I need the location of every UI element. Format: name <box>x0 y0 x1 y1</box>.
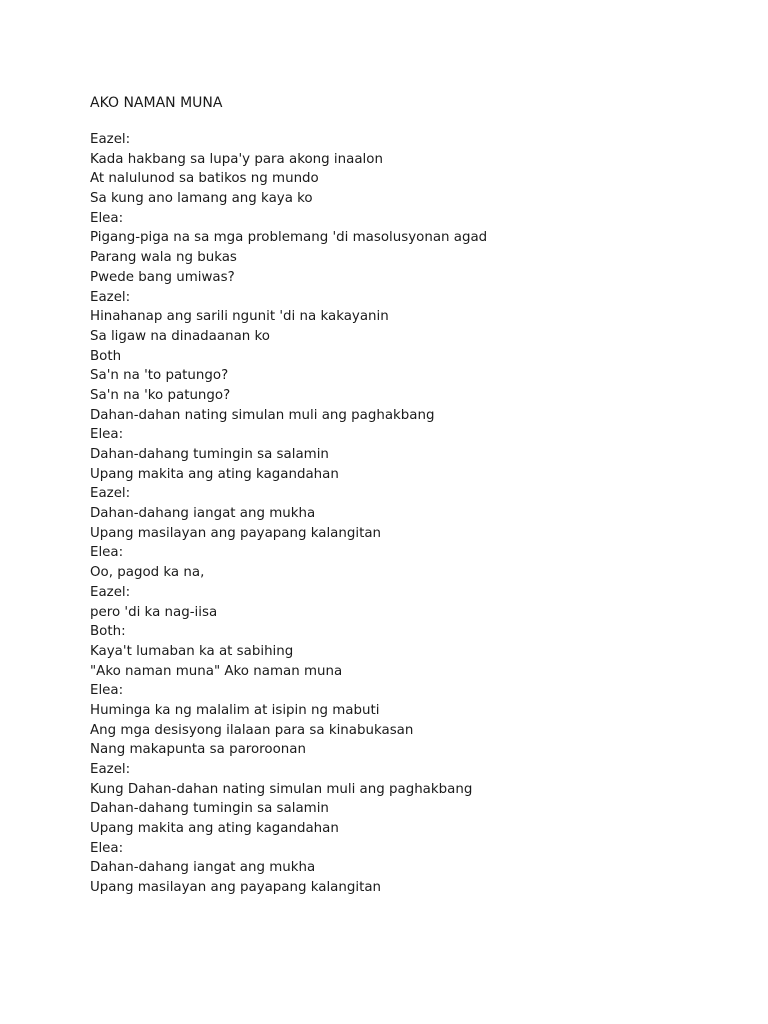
lyric-line: Eazel: <box>90 132 131 147</box>
lyric-line: Both <box>90 348 122 364</box>
lyric-line: Upang masilayan ang payapang kalangitan <box>90 525 382 541</box>
document-title: AKO NAMAN MUNA <box>90 95 223 111</box>
lyric-line: Dahan-dahang tumingin sa salamin <box>90 801 329 817</box>
lyric-line: Dahan-dahang iangat ang mukha <box>90 860 316 876</box>
lyric-line: Elea: <box>90 840 124 856</box>
lyric-line: Kada hakbang sa lupa'y para akong inaalon <box>90 151 383 167</box>
lyric-line: Sa ligaw na dinadaanan ko <box>90 328 270 344</box>
lyric-line: Upang makita ang ating kagandahan <box>90 821 339 837</box>
lyric-line: Sa kung ano lamang ang kaya ko <box>90 191 313 207</box>
lyric-line: Eazel: <box>90 584 131 600</box>
lyric-line: Ang mga desisyong ilalaan para sa kinabukasan <box>90 722 414 738</box>
lyric-line: pero 'di ka nag-iisa <box>90 604 218 620</box>
lyric-line: Eazel: <box>90 762 131 777</box>
lyric-line: Upang masilayan ang payapang kalangitan <box>90 880 382 896</box>
lyric-line: Eazel: <box>90 486 131 502</box>
lyric-line: "Ako naman muna" Ako naman muna <box>90 663 343 679</box>
lyric-line: At nalulunod sa batikos ng mundo <box>90 171 319 187</box>
lyric-line: Elea: <box>90 427 124 443</box>
lyric-line: Elea: <box>90 210 124 226</box>
lyric-line: Nang makapunta sa paroroonan <box>90 742 306 758</box>
lyric-line: Dahan-dahan nating simulan muli ang paghakbang <box>90 407 435 423</box>
lyric-line: Pwede bang umiwas? <box>90 269 235 285</box>
lyric-line: Dahan-dahang tumingin sa salamin <box>90 447 329 462</box>
lyrics-body <box>90 130 487 898</box>
lyric-line: Eazel: <box>90 289 131 305</box>
lyric-line: Kaya't lumaban ka at sabihing <box>90 643 294 659</box>
lyric-line: Huminga ka ng malalim at isipin ng mabuti <box>90 702 380 718</box>
lyric-line: Pigang-piga na sa mga problemang 'di masolusyonan agad <box>90 230 488 246</box>
lyric-line: Dahan-dahang iangat ang mukha <box>90 506 316 522</box>
lyric-line: Kung Dahan-dahan nating simulan muli ang paghakbang <box>90 781 473 797</box>
lyric-line: Elea: <box>90 683 124 699</box>
lyric-line: Sa'n na 'ko patungo? <box>90 387 231 403</box>
lyric-line: Parang wala ng bukas <box>90 250 237 266</box>
lyric-line: Oo, pagod ka na, <box>90 565 205 581</box>
lyric-line: Upang makita ang ating kagandahan <box>90 466 339 482</box>
lyric-line: Hinahanap ang sarili ngunit 'di na kakayanin <box>90 309 389 325</box>
lyric-line: Elea: <box>90 545 124 561</box>
lyric-line: Both: <box>90 624 126 640</box>
lyric-line: Sa'n na 'to patungo? <box>90 368 229 384</box>
